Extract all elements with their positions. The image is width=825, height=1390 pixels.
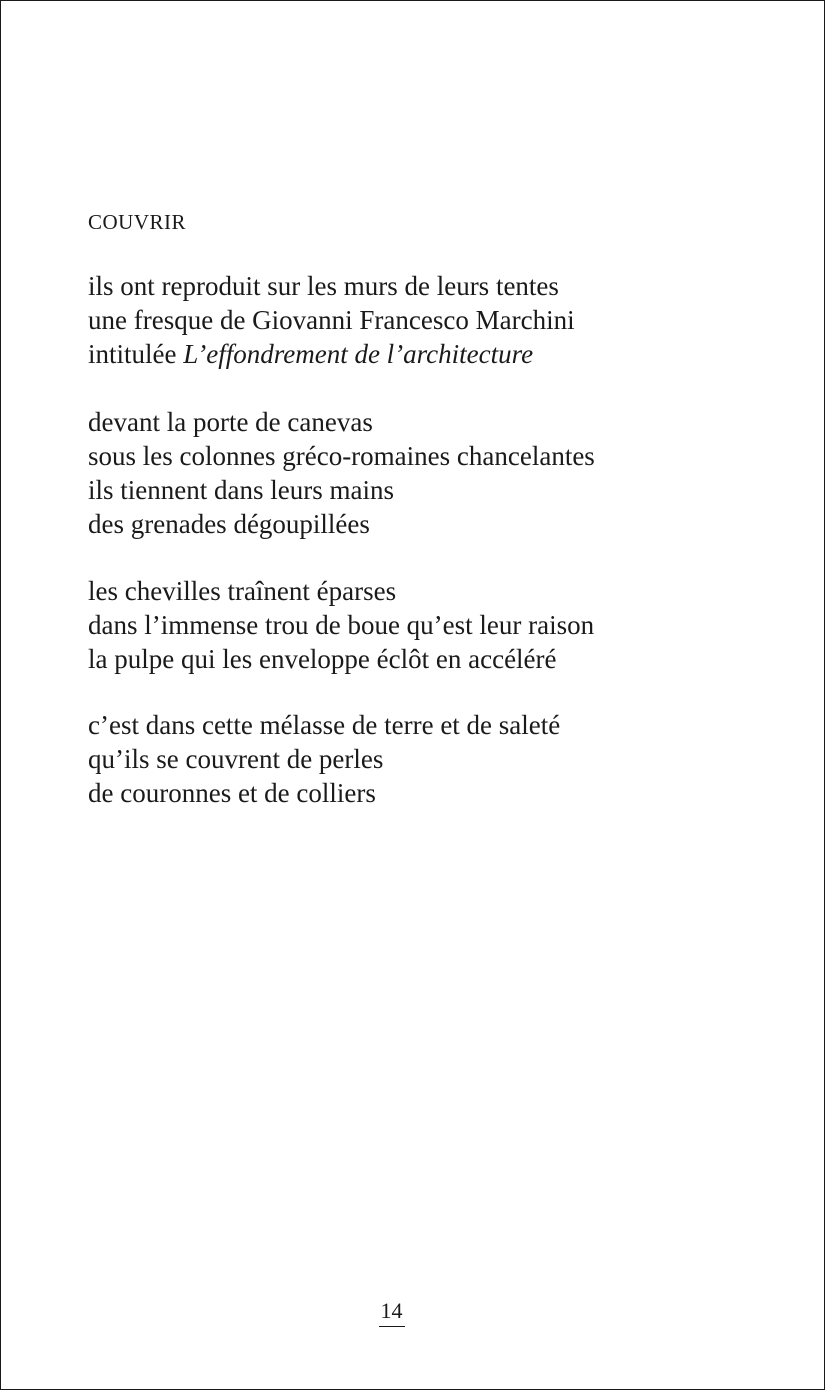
poem-line (88, 337, 575, 371)
poem-line: dans l’immense trou de boue qu’est leur raison (88, 610, 595, 640)
poem-title: COUVRIR (88, 210, 187, 234)
poem-line: c’est dans cette mélasse de terre et de saleté (88, 710, 561, 740)
poem-line: ils tiennent dans leurs mains (88, 475, 394, 505)
poem-line: sous les colonnes gréco-romaines chancelantes (88, 441, 595, 471)
stanza-3 (88, 574, 594, 676)
poem-line-prefix: intitulée (88, 339, 184, 369)
poem-line: devant la porte de canevas (88, 407, 373, 437)
poem-line: une fresque de Giovanni Francesco Marchini (88, 305, 575, 335)
stanza-2 (88, 405, 595, 541)
poem-line: de couronnes et de colliers (88, 778, 376, 808)
poem-line: des grenades dégoupillées (88, 509, 370, 539)
poem-line: la pulpe qui les enveloppe éclôt en accéléré (88, 644, 557, 674)
artwork-title: L’effondrement de l’architecture (183, 339, 534, 369)
stanza-4 (88, 708, 560, 810)
poem-line: ils ont reproduit sur les murs de leurs tentes (88, 271, 559, 301)
stanza-1 (88, 269, 575, 371)
poem-line: qu’ils se couvrent de perles (88, 744, 384, 774)
poem-line: les chevilles traînent éparses (88, 576, 397, 606)
page-number-value: 14 (379, 1298, 405, 1327)
page-number (1, 1298, 782, 1327)
